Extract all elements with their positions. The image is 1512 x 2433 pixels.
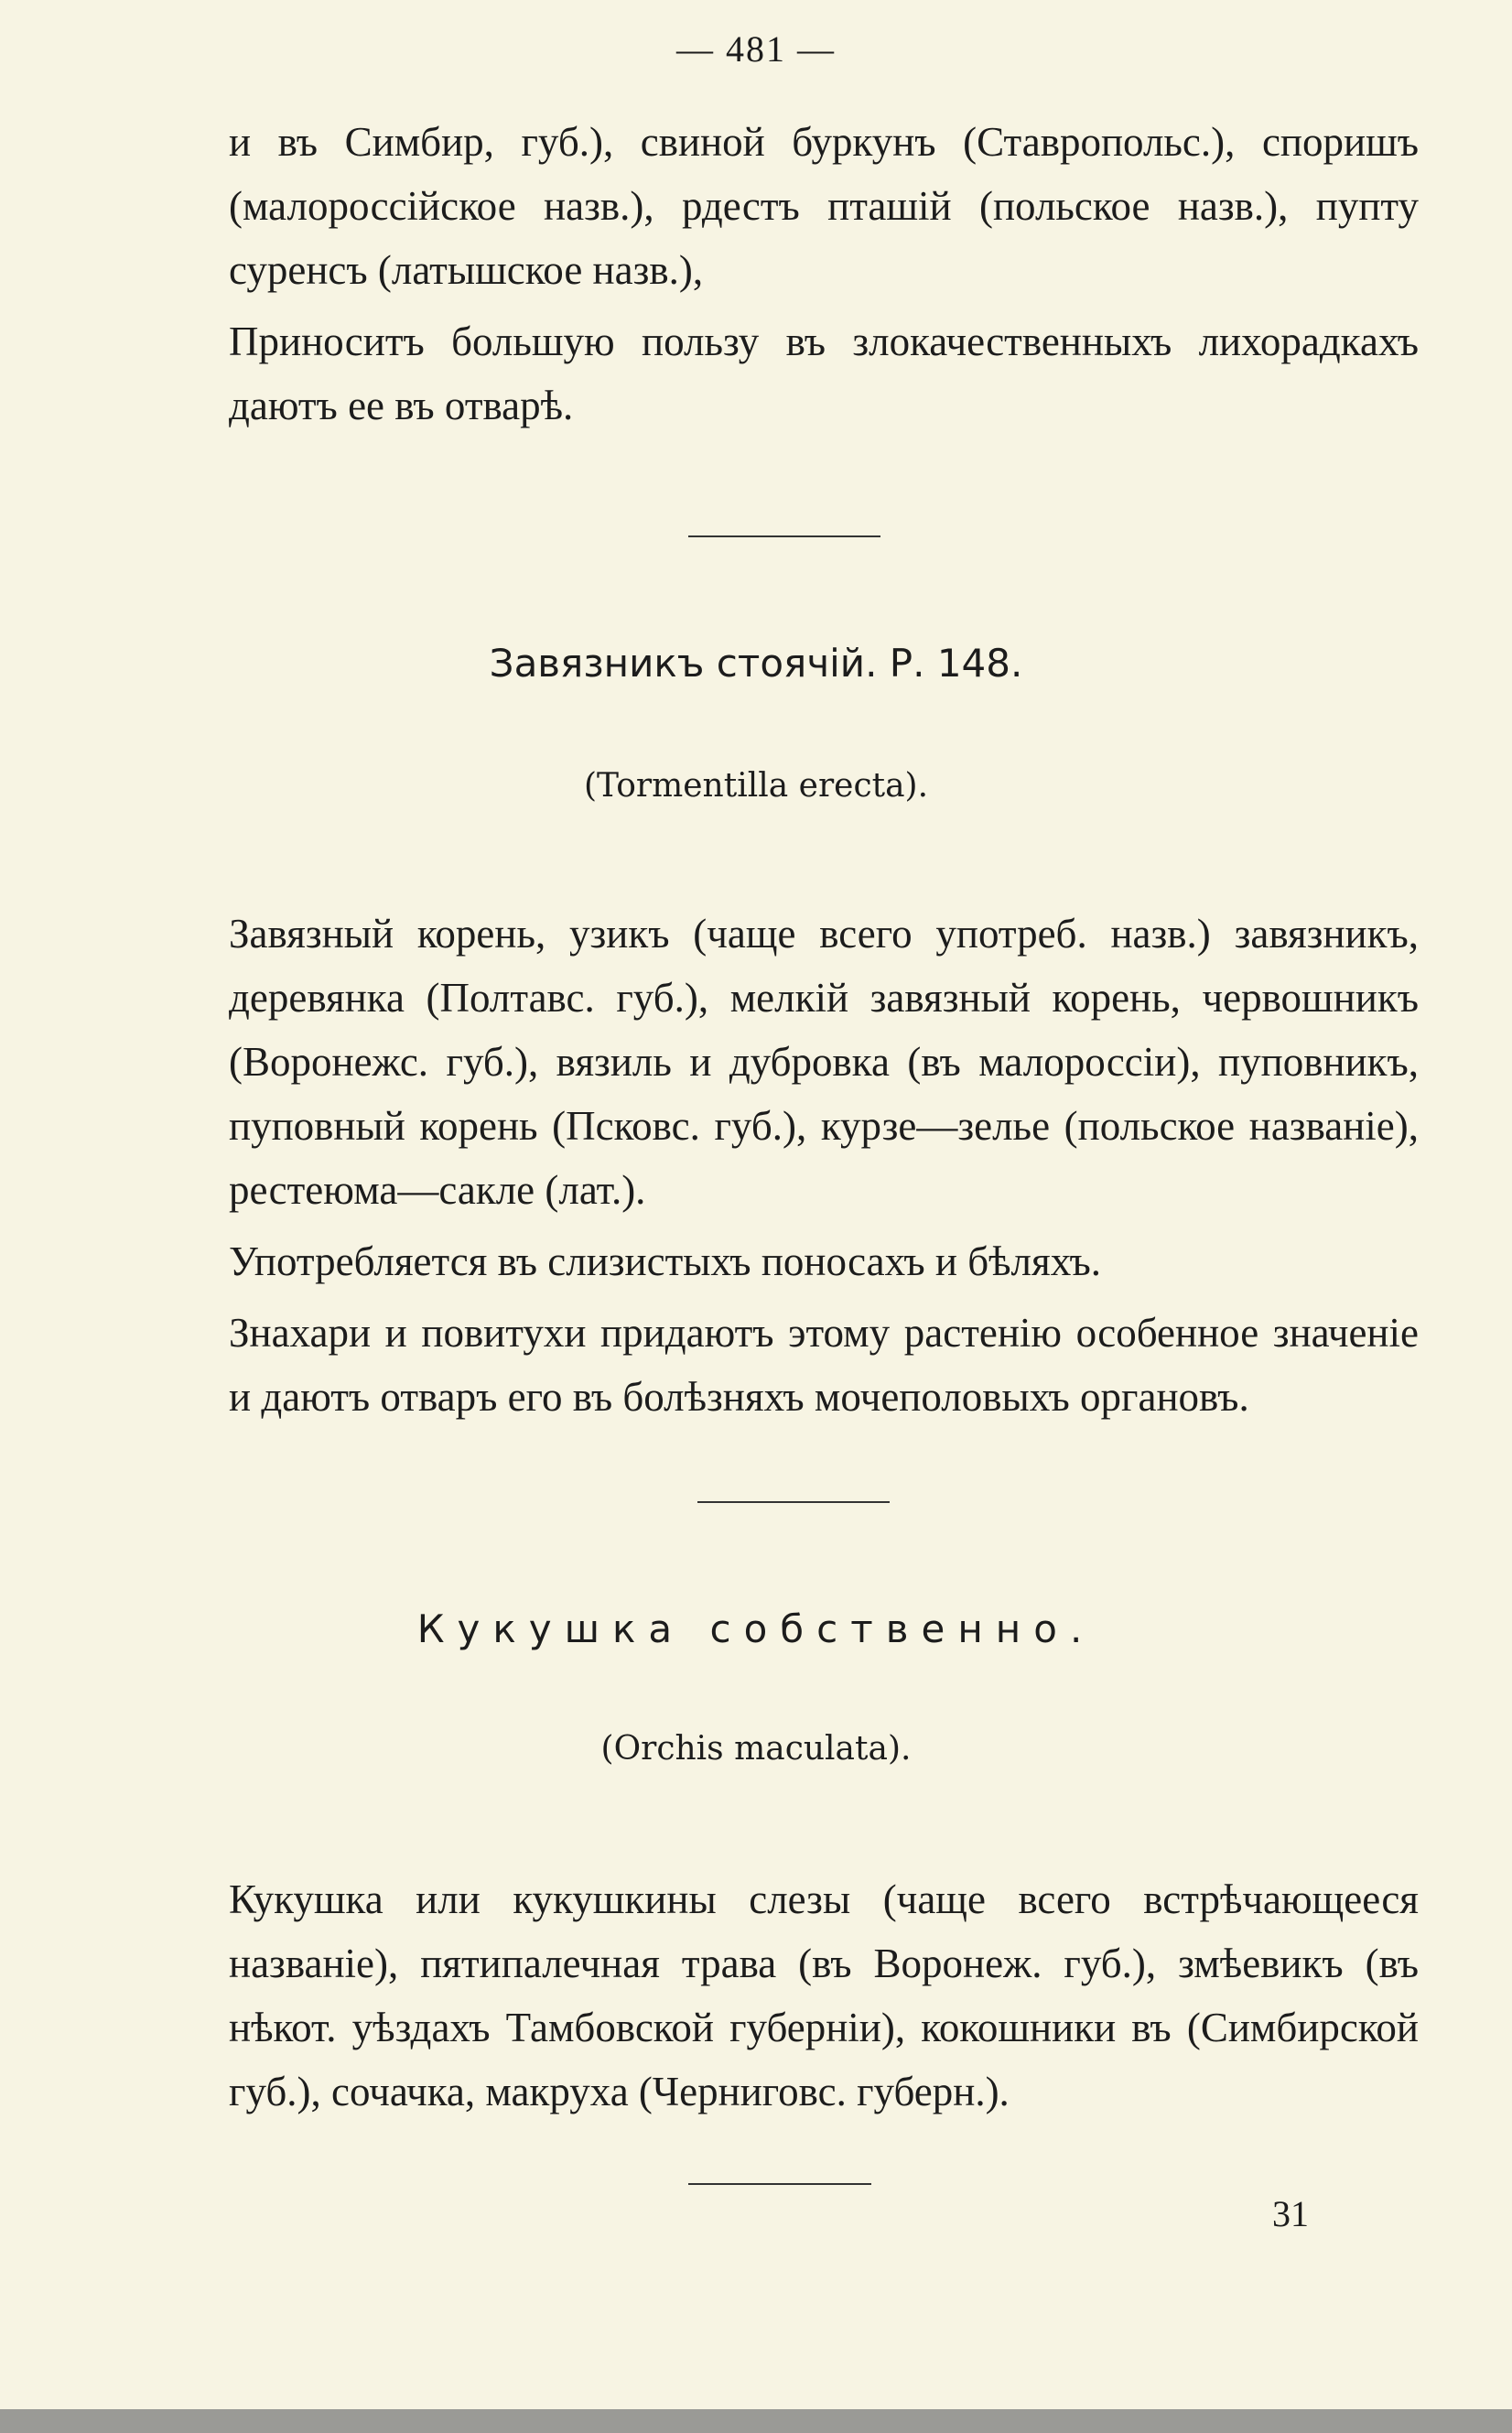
latin-name-tormentilla: (Tormentilla erecta). xyxy=(583,767,929,805)
section-divider xyxy=(688,535,880,537)
paragraph: Завязный корень, узикъ (чаще всего употреб. назв.) завязникъ, деревянка (Полтавс. губ.), мелкій завязный корень, червошникъ (Воронежс. губ.), вязиль и дубровка (въ малороссіи), пуповникъ, пуповный корень (Псковс. губ.), курзе—зелье (польское названіе), рестеюма—сакле (лат.). xyxy=(229,911,1419,1213)
entry-heading-kukushka: Кукушка собственно. xyxy=(416,1606,1096,1651)
latin-name-orchis: (Orchis maculata). xyxy=(600,1730,912,1768)
entry-heading-zavyaznik: Завязникъ стоячій. Р. 148. xyxy=(489,641,1023,686)
signature-mark: 31 xyxy=(1272,2193,1309,2234)
paragraph: Приноситъ большую пользу въ злокачественныхъ лихорадкахъ даютъ ее въ отварѣ. xyxy=(229,319,1419,428)
paragraph: и въ Симбир, губ.), свиной буркунъ (Ставропольс.), споришъ (малороссійское назв.), рдестъ пташій (польское назв.), пупту суренсъ (латышское назв.), xyxy=(229,119,1419,293)
page-number: — 481 — xyxy=(676,28,836,70)
paragraph: Кукушка или кукушкины слезы (чаще всего встрѣчающееся названіе), пятипалечная трава (въ Воронеж. губ.), змѣевикъ (въ нѣкот. уѣздахъ Тамбовской губерніи), кокошники въ (Симбирской губ.), сочачка, макруха (Черниговс. губерн.). xyxy=(229,1876,1419,2114)
scan-edge xyxy=(0,2409,1512,2433)
paragraph: Знахари и повитухи придаютъ этому растенію особенное значеніе и даютъ отваръ его въ болѣзняхъ мочеполовыхъ органовъ. xyxy=(229,1310,1419,1420)
entry-body-zavyaznik xyxy=(229,902,1419,1429)
section-continuation xyxy=(229,110,1419,438)
paragraph: Употребляется въ слизистыхъ поносахъ и бѣляхъ. xyxy=(229,1238,1102,1284)
entry-body-kukushka xyxy=(229,1867,1419,2124)
section-divider xyxy=(688,2183,871,2185)
section-divider xyxy=(697,1501,890,1503)
